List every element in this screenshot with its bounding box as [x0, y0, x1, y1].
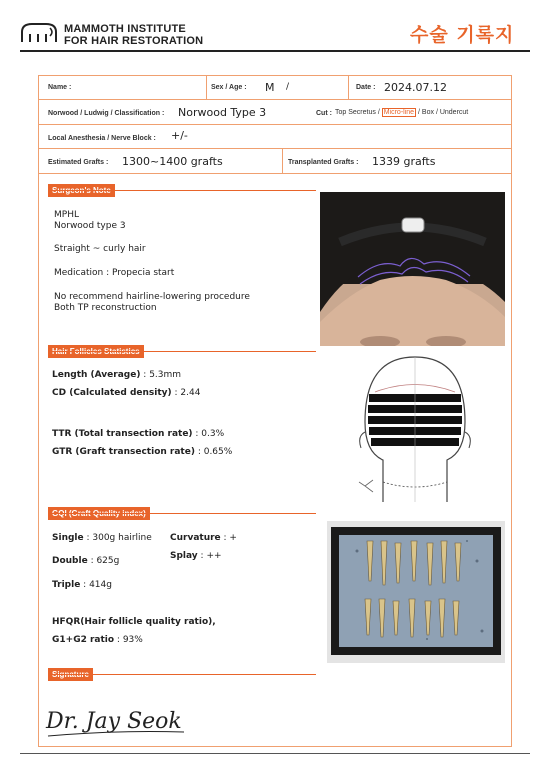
- length-stat: [52, 370, 181, 380]
- anesthesia-value: +/-: [171, 129, 188, 142]
- gtr-stat: [52, 447, 232, 457]
- mammoth-logo-icon: [20, 22, 60, 49]
- cut-option-undercut[interactable]: Undercut: [439, 109, 469, 116]
- cut-separator: /: [418, 109, 420, 116]
- cut-separator: /: [377, 109, 380, 116]
- cut-option-box[interactable]: Box: [421, 109, 434, 116]
- name-label: Name :: [48, 84, 72, 91]
- hairline-photo: [320, 192, 505, 346]
- gtr-label: GTR (Graft transection rate): [52, 447, 195, 457]
- logo-text: [64, 23, 203, 47]
- hfqr-text: HFQR(Hair follicle quality ratio),: [52, 617, 216, 627]
- ratio-stat: [52, 635, 143, 645]
- ttr-value: : 0.3%: [192, 429, 225, 439]
- triple-value: : 414g: [80, 580, 112, 590]
- cut-options: [335, 109, 468, 116]
- divider: [348, 75, 349, 99]
- cut-option-top-secretus[interactable]: Top Secretus: [335, 109, 376, 116]
- note-line: Norwood type 3: [54, 221, 126, 231]
- note-line: Both TP reconstruction: [54, 303, 157, 313]
- single-stat: [52, 533, 152, 543]
- double-value: : 625g: [87, 556, 120, 566]
- header-divider: [20, 50, 530, 52]
- splay-value: : ++: [197, 551, 222, 561]
- anesthesia-label: Local Anesthesia / Nerve Block :: [48, 135, 156, 142]
- section-rule: [48, 513, 316, 514]
- ttr-label: TTR (Total transection rate): [52, 429, 193, 439]
- section-rule: [48, 190, 316, 191]
- hfqr-label: [52, 617, 216, 627]
- note-line: No recommend hairline-lowering procedure: [54, 292, 250, 302]
- divider: [282, 149, 283, 173]
- estimated-grafts-value: 1300~1400 grafts: [122, 155, 223, 168]
- transplanted-grafts-label: Transplanted Grafts :: [288, 159, 359, 166]
- section-rule: [48, 674, 316, 675]
- page-title: 수술 기록지: [410, 24, 515, 46]
- classification-value: Norwood Type 3: [178, 106, 267, 119]
- cut-option-micro-line[interactable]: Micro-line: [383, 109, 415, 116]
- cut-label: Cut :: [316, 110, 332, 117]
- graft-microscope-photo: [327, 521, 505, 663]
- splay-stat: [170, 551, 222, 561]
- form-row-identity: [38, 75, 512, 100]
- single-value: : 300g hairline: [83, 533, 152, 543]
- form-row-classification: [38, 100, 512, 125]
- double-stat: [52, 556, 119, 566]
- section-rule: [48, 351, 316, 352]
- cd-label: CD (Calculated density): [52, 388, 172, 398]
- ttr-stat: [52, 429, 224, 439]
- curvature-label: Curvature: [170, 533, 221, 543]
- note-line: Medication : Propecia start: [54, 268, 175, 278]
- note-line: MPHL: [54, 210, 79, 220]
- form-row-anesthesia: [38, 125, 512, 149]
- sex-age-label: Sex / Age :: [211, 84, 247, 91]
- cd-value: : 2.44: [171, 388, 201, 398]
- double-label: Double: [52, 556, 88, 566]
- cd-stat: [52, 388, 200, 398]
- triple-label: Triple: [52, 580, 81, 590]
- signature-image: [44, 702, 194, 742]
- logo-line-2: FOR HAIR RESTORATION: [64, 35, 204, 47]
- date-label: Date :: [356, 84, 376, 91]
- splay-label: Splay: [170, 551, 198, 561]
- form-row-grafts: [38, 149, 512, 174]
- logo-line-1: MAMMOTH INSTITUTE: [64, 23, 186, 35]
- classification-label: Norwood / Ludwig / Classification :: [48, 110, 165, 117]
- length-value: : 5.3mm: [140, 370, 182, 380]
- divider: [206, 75, 207, 99]
- curvature-stat: [170, 533, 237, 543]
- ratio-label: G1+G2 ratio: [52, 635, 115, 645]
- triple-stat: [52, 580, 112, 590]
- transplanted-grafts-value: 1339 grafts: [372, 155, 436, 168]
- age-separator: /: [286, 82, 290, 92]
- note-line: Straight ~ curly hair: [54, 244, 146, 254]
- date-value: 2024.07.12: [384, 81, 447, 94]
- gtr-value: : 0.65%: [194, 447, 233, 457]
- ratio-value: : 93%: [114, 635, 143, 645]
- length-label: Length (Average): [52, 370, 141, 380]
- sex-value: M: [265, 81, 275, 94]
- signature-text: Dr. Jay Seok: [46, 709, 182, 734]
- footer-divider: [20, 753, 530, 754]
- cut-separator: /: [435, 109, 438, 116]
- single-label: Single: [52, 533, 84, 543]
- curvature-value: : +: [220, 533, 237, 543]
- donor-area-diagram: [355, 352, 475, 502]
- estimated-grafts-label: Estimated Grafts :: [48, 159, 109, 166]
